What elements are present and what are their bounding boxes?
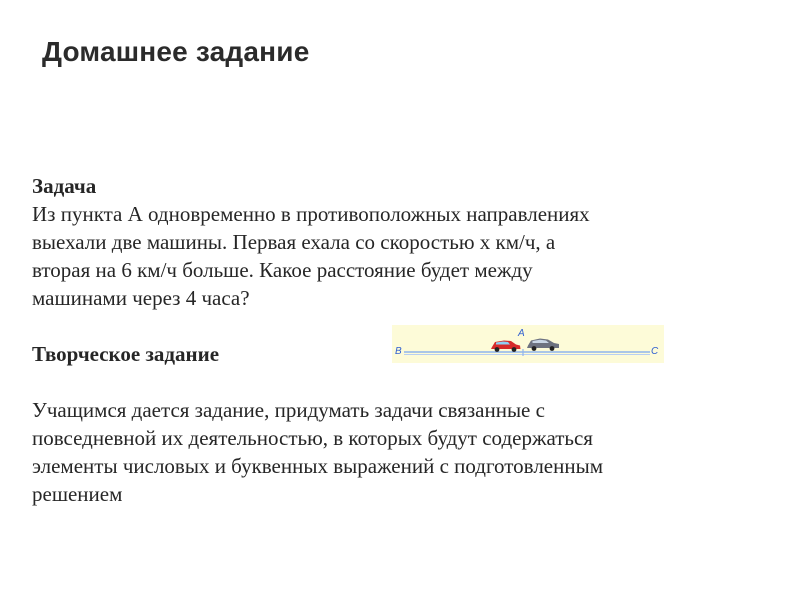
creative-line-1: Учащимся дается задание, придумать задачи связанные с (32, 398, 545, 422)
task-line-3: вторая на 6 км/ч больше. Какое расстояние будет между (32, 258, 533, 282)
creative-line-4: решением (32, 482, 123, 506)
creative-line-3: элементы числовых и буквенных выражений с подготовленным (32, 454, 603, 478)
point-b-label: B (395, 346, 402, 357)
spacer (32, 368, 772, 396)
illustration-background (392, 325, 664, 363)
task-line-1: Из пункта А одновременно в противоположных направлениях (32, 202, 590, 226)
task-line-4: машинами через 4 часа? (32, 286, 250, 310)
road-illustration (392, 325, 664, 363)
task-heading: Задача (32, 174, 97, 198)
task-line-2: выехали две машины. Первая ехала со скоростью х км/ч, а (32, 230, 556, 254)
point-c-label: C (651, 346, 659, 357)
point-a-label: A (518, 328, 525, 339)
creative-line-2: повседневной их деятельностью, в которых будут содержаться (32, 426, 593, 450)
slide-title: Домашнее задание (42, 36, 310, 67)
creative-heading: Творческое задание (32, 342, 220, 366)
